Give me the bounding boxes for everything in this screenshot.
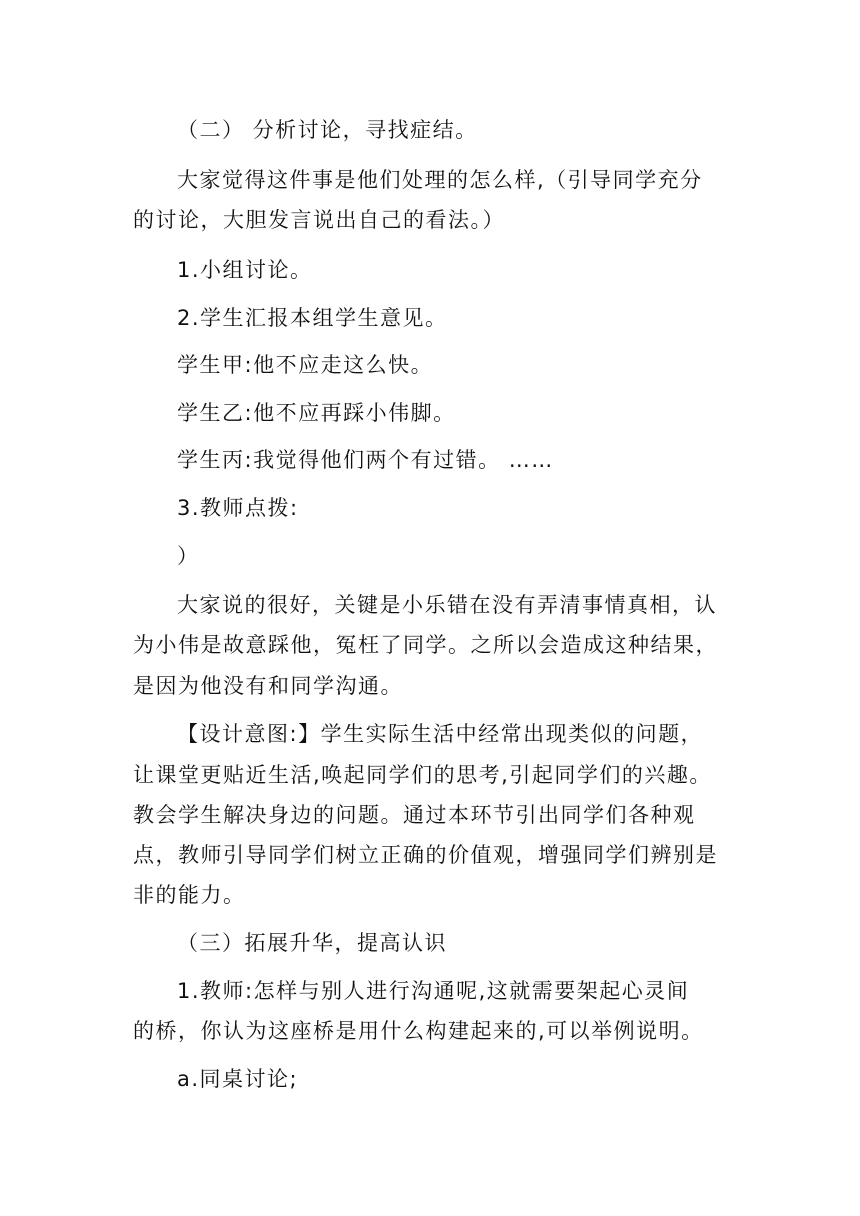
student-opinion-a: 学生甲:他不应走这么快。 <box>177 353 434 377</box>
student-opinion-b: 学生乙:他不应再踩小伟脚。 <box>177 401 456 425</box>
list-item-teacher-guidance: 3.教师点拨: <box>177 496 299 520</box>
paragraph-line: 让课堂更贴近生活,唤起同学们的思考,引起同学们的兴趣。 <box>133 763 712 787</box>
paragraph-line: 大家觉得这件事是他们处理的怎么样,（引导同学充分 <box>177 168 703 192</box>
design-intent-line: 【设计意图:】学生实际生活中经常出现类似的问题， <box>177 722 704 746</box>
list-item-teacher-question: 1.教师:怎样与别人进行沟通呢,这就需要架起心灵间 <box>177 979 690 1003</box>
paragraph-line: 的讨论，大胆发言说出自己的看法。） <box>133 208 505 232</box>
list-item-desk-discussion: a.同桌讨论; <box>177 1067 299 1091</box>
paragraph-line: 非的能力。 <box>133 883 246 907</box>
paragraph-line: 大家说的很好，关键是小乐错在没有弄清事情真相，认 <box>177 593 717 617</box>
paragraph-line: 为小伟是故意踩他，冤枉了同学。之所以会造成这种结果， <box>133 633 718 657</box>
section-heading-extension: （三）拓展升华，提高认识 <box>177 931 447 955</box>
section-heading-analysis: （二） 分析讨论，寻找症结。 <box>177 118 478 142</box>
student-opinion-c: 学生丙:我觉得他们两个有过错。 …… <box>177 448 554 472</box>
paragraph-line: 点，教师引导同学们树立正确的价值观，增强同学们辨别是 <box>133 843 718 867</box>
paragraph-line: 教会学生解决身边的问题。通过本环节引出同学们各种观 <box>133 803 696 827</box>
paragraph-line: 是因为他没有和同学沟通。 <box>133 674 403 698</box>
paragraph-line: 的桥，你认为这座桥是用什么构建起来的,可以举例说明。 <box>133 1019 704 1043</box>
closing-parenthesis: ） <box>177 544 200 568</box>
list-item-student-report: 2.学生汇报本组学生意见。 <box>177 306 448 330</box>
list-item-group-discussion: 1.小组讨论。 <box>177 258 313 282</box>
